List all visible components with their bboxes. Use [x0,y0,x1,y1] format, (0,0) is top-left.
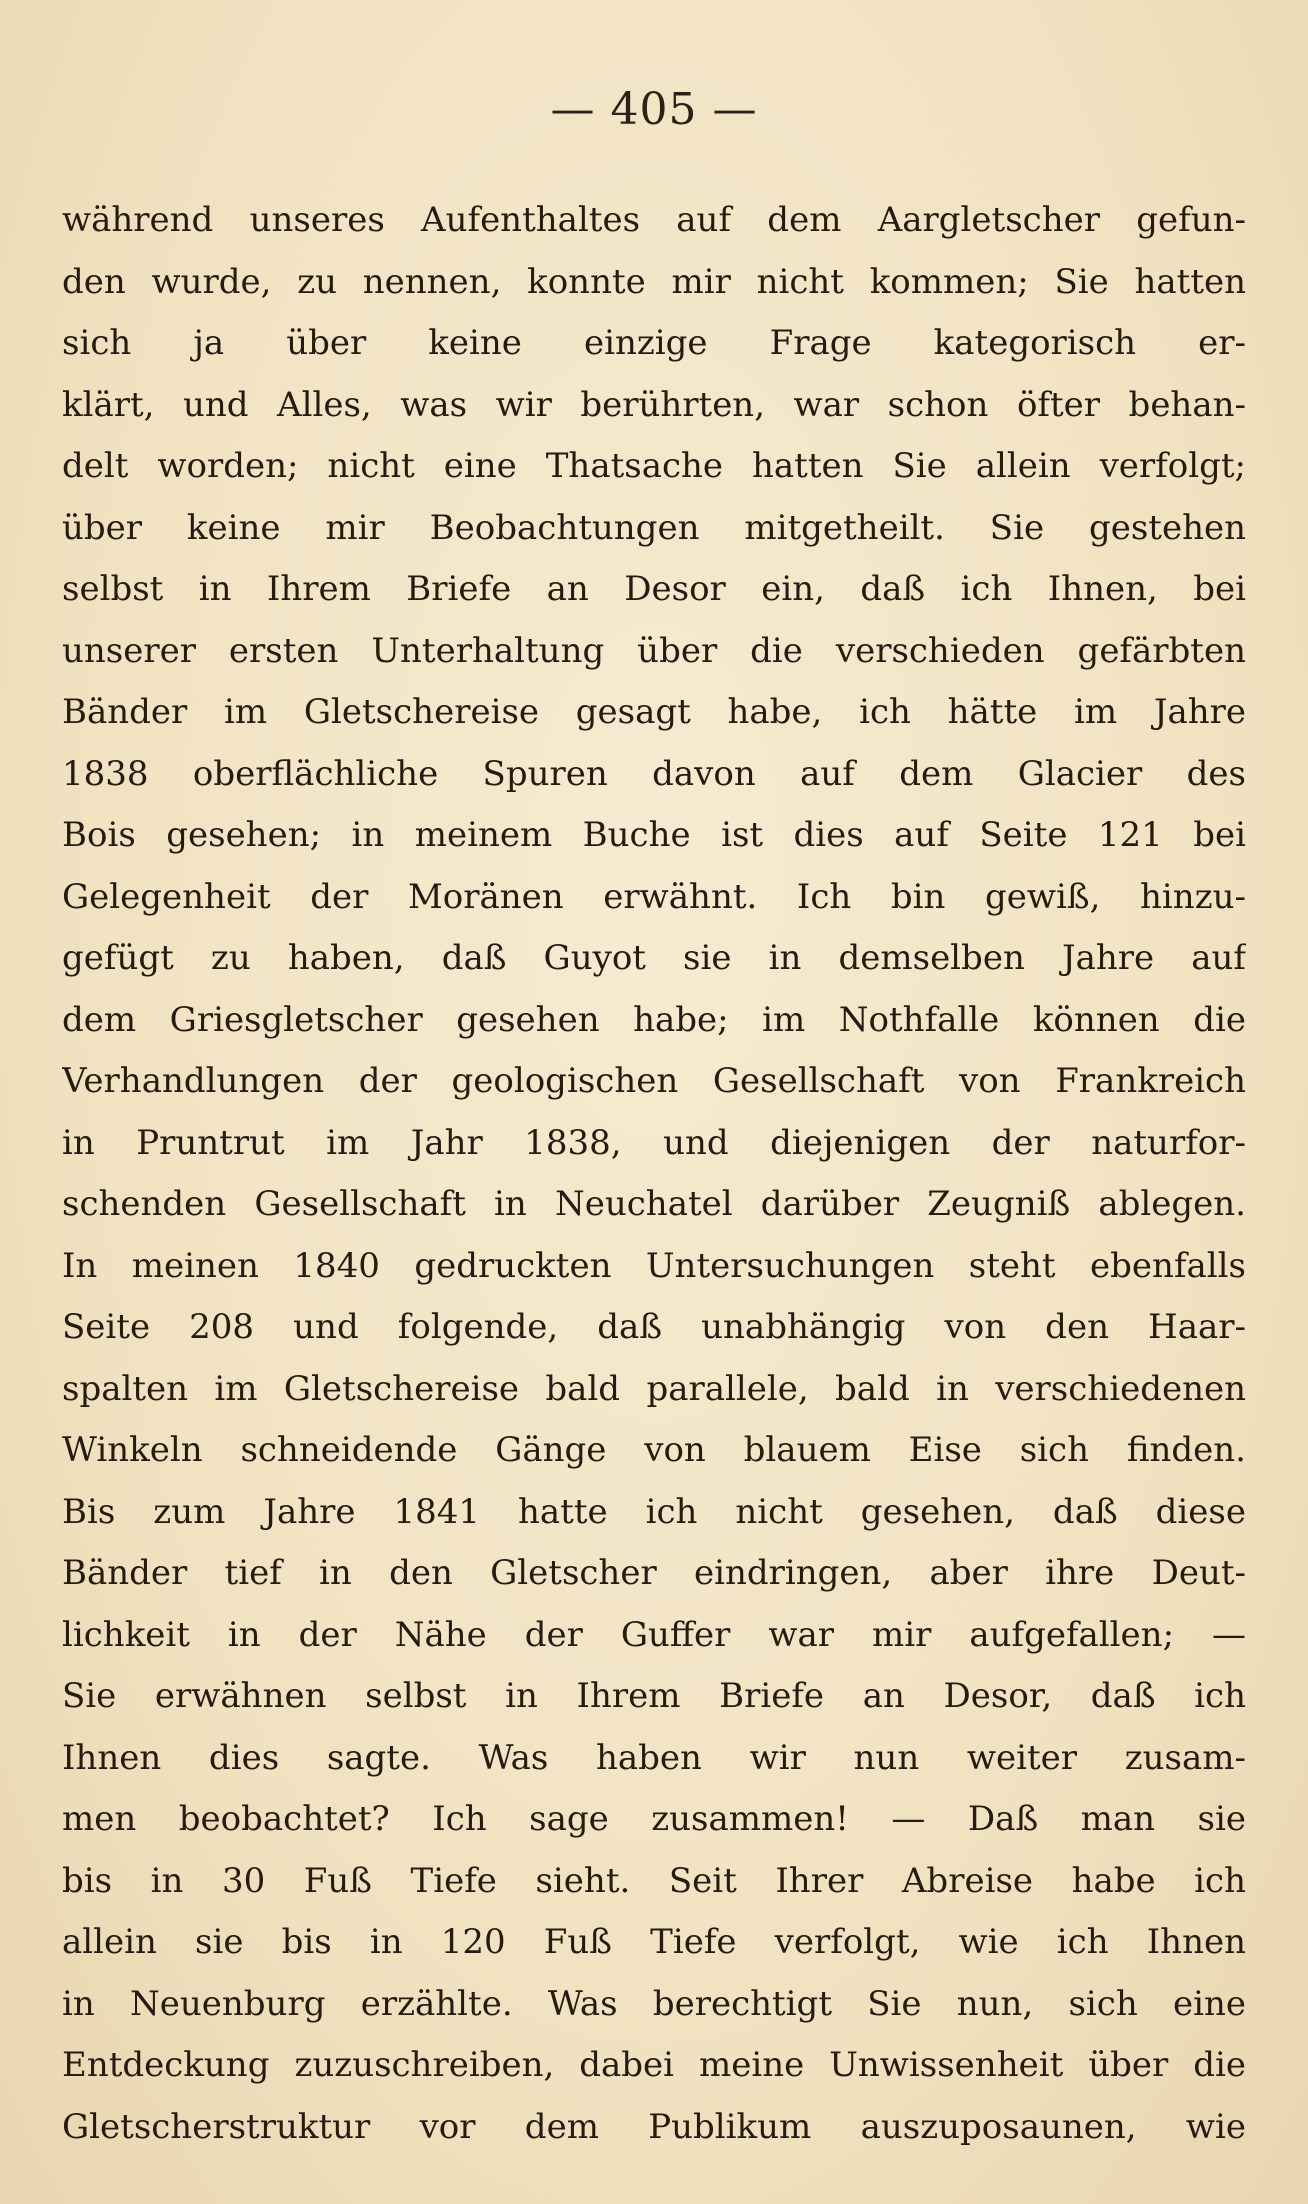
text-line-15: Verhandlungen der geologischen Gesellschaft von Frankreich [62,1061,1246,1101]
text-line-11: Bois gesehen; in meinem Buche ist dies auf Seite 121 bei [62,815,1246,855]
text-line-9: Bänder im Gletschereise gesagt habe, ich hätte im Jahre [62,692,1246,732]
text-line-28: bis in 30 Fuß Tiefe sieht. Seit Ihrer Abreise habe ich [62,1860,1246,1901]
text-line-27: men beobachtet? Ich sage zusammen! — Daß man sie [62,1799,1246,1839]
text-line-10: 1838 oberflächliche Spuren davon auf dem Glacier des [62,753,1246,794]
text-line-1: während unseres Aufenthaltes auf dem Aargletscher gefun- [62,200,1246,240]
text-line-5: delt worden; nicht eine Thatsache hatten Sie allein verfolgt; [62,446,1246,486]
text-line-3: sich ja über keine einzige Frage kategorisch er- [62,323,1246,363]
text-line-30: in Neuenburg erzählte. Was berechtigt Sie nun, sich eine [62,1983,1246,2024]
text-line-20: spalten im Gletschereise bald parallele, bald in verschiedenen [62,1368,1246,1409]
body-text [62,190,1246,2158]
text-line-32: Gletscherstruktur vor dem Publikum auszuposaunen, wie [62,2106,1246,2147]
text-line-12: Gelegenheit der Moränen erwähnt. Ich bin gewiß, hinzu- [62,876,1246,917]
text-line-16: in Pruntrut im Jahr 1838, und diejenigen der naturfor- [62,1122,1246,1163]
text-line-2: den wurde, zu nennen, konnte mir nicht kommen; Sie hatten [62,261,1246,302]
text-line-4: klärt, und Alles, was wir berührten, war schon öfter behan- [62,384,1246,425]
text-line-29: allein sie bis in 120 Fuß Tiefe verfolgt, wie ich Ihnen [62,1922,1246,1962]
text-line-14: dem Griesgletscher gesehen habe; im Nothfalle können die [62,999,1246,1040]
text-line-22: Bis zum Jahre 1841 hatte ich nicht gesehen, daß diese [62,1491,1246,1532]
text-line-19: Seite 208 und folgende, daß unabhängig von den Haar- [62,1307,1246,1347]
text-line-31: Entdeckung zuzuschreiben, dabei meine Unwissenheit über die [62,2045,1246,2085]
text-line-13: gefügt zu haben, daß Guyot sie in demselben Jahre auf [62,938,1246,978]
text-line-6: über keine mir Beobachtungen mitgetheilt. Sie gestehen [62,507,1246,548]
text-line-7: selbst in Ihrem Briefe an Desor ein, daß ich Ihnen, bei [62,569,1246,609]
text-line-17: schenden Gesellschaft in Neuchatel darüber Zeugniß ablegen. [62,1184,1246,1224]
text-line-18: In meinen 1840 gedruckten Untersuchungen steht ebenfalls [62,1245,1246,1286]
text-line-25: Sie erwähnen selbst in Ihrem Briefe an Desor, daß ich [62,1676,1246,1716]
text-line-21: Winkeln schneidende Gänge von blauem Eise sich finden. [62,1430,1246,1470]
page-number: — 405 — [550,84,758,135]
text-line-23: Bänder tief in den Gletscher eindringen, aber ihre Deut- [62,1553,1246,1593]
text-line-8: unserer ersten Unterhaltung über die verschieden gefärbten [62,630,1246,671]
text-line-26: Ihnen dies sagte. Was haben wir nun weiter zusam- [62,1737,1246,1778]
text-line-24: lichkeit in der Nähe der Guffer war mir aufgefallen; — [62,1614,1246,1655]
